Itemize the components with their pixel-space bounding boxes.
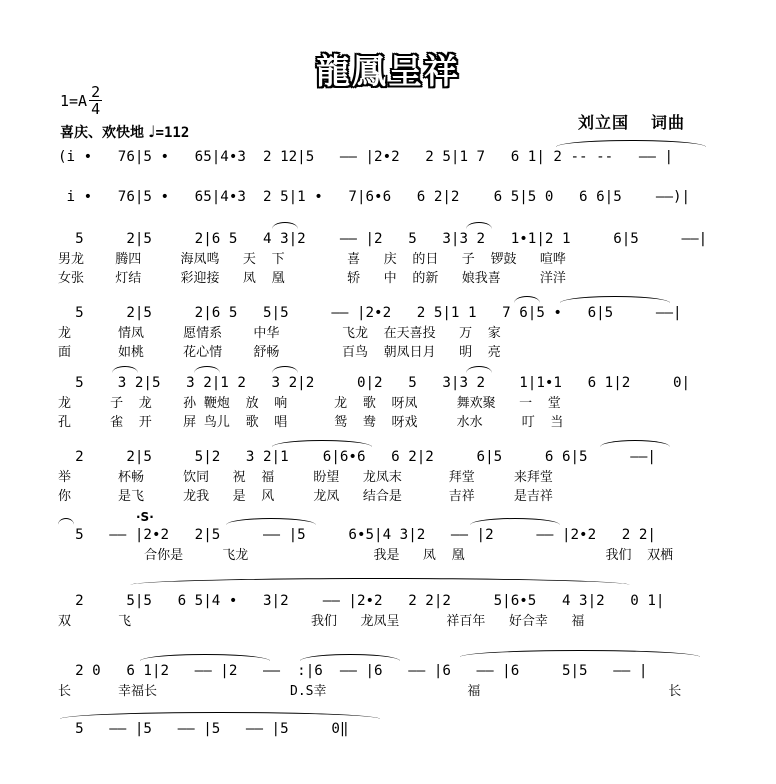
music-line: 5 —— |2•2 2|5 —— |5 6•5|4 3|2 —— |2 —— |2•2 2 2| — [58, 527, 656, 543]
tie-mark — [460, 650, 700, 657]
tie-mark — [226, 518, 316, 525]
time-denominator: 4 — [91, 100, 101, 118]
tempo-marking — [60, 122, 189, 142]
music-line: 5 —— |5 —— |5 —— |5 0‖ — [58, 721, 349, 737]
tempo-bpm: =112 — [155, 125, 190, 141]
music-system-7 — [58, 510, 708, 565]
tie-mark — [272, 366, 298, 373]
tie-mark — [60, 712, 380, 719]
tie-mark — [514, 296, 540, 303]
music-line: 5 2|5 2|6 5 5|5 —— |2•2 2 5|1 1 7 6|5 • 6|5 ——| — [58, 305, 682, 321]
music-system-8 — [58, 590, 708, 631]
lyric-line-1: 龙 子 龙 孙 鞭炮 放 响 龙 歌 呀凤 舞欢聚 一 堂 — [58, 396, 561, 411]
song-title: 龍鳳呈祥 — [316, 52, 460, 92]
music-system-2 — [58, 186, 708, 208]
quarter-note-icon: ♩ — [148, 122, 156, 141]
music-system-9 — [58, 660, 708, 701]
music-line: 2 2|5 5|2 3 2|1 6|6•6 6 2|2 6|5 6 6|5 ——| — [58, 449, 656, 465]
lyric-line-1: 合你是 飞龙 我是 凤 凰 我们 双栖 — [58, 548, 674, 563]
music-system-1 — [58, 146, 708, 168]
author-credit — [578, 110, 685, 133]
tempo-mood: 喜庆、欢快地 — [60, 125, 144, 141]
tie-mark — [466, 366, 492, 373]
tie-mark — [58, 518, 74, 525]
tie-mark — [466, 222, 492, 229]
key-prefix: 1=A — [60, 91, 88, 110]
author-role: 词曲 — [651, 113, 686, 132]
music-line: 2 5|5 6 5|4 • 3|2 —— |2•2 2 2|2 5|6•5 4 3|2 0 1| — [58, 593, 665, 609]
lyric-line-1: 男龙 腾四 海凤鸣 天 下 喜 庆 的日 子 锣鼓 喧哗 — [58, 252, 566, 267]
lyric-line-2: 孔 雀 开 屏 鸟儿 歌 唱 鸳 鸯 呀戏 水水 叮 当 — [58, 415, 564, 430]
music-line: (i • 76|5 • 65|4•3 2 12|5 —— |2•2 2 5|1 7 6 1| 2 -- -- —— | — [58, 149, 673, 165]
tie-mark — [470, 518, 560, 525]
tie-mark — [560, 296, 670, 303]
music-line: 5 2|5 2|6 5 4 3|2 —— |2 5 3|3 2 1•1|2 1 6|5 ——| — [58, 231, 708, 247]
tie-mark — [130, 578, 630, 585]
lyric-line-1: 双 飞 我们 龙凤呈 祥百年 好合幸 福 — [58, 614, 585, 629]
lyric-line-1: 龙 情凤 愿情系 中华 飞龙 在天喜投 万 家 — [58, 326, 501, 341]
lyric-line-2: 你 是飞 龙我 是 风 龙凤 结合是 吉祥 是吉祥 — [58, 489, 553, 504]
tie-mark — [300, 654, 400, 661]
lyric-line-1: 举 杯畅 饮同 祝 福 盼望 龙凤末 拜堂 来拜堂 — [58, 470, 553, 485]
music-system-6 — [58, 446, 708, 506]
lyric-line-1: 长 幸福长 D.S幸 福 长 — [58, 684, 682, 699]
tie-mark — [556, 140, 706, 147]
author-name: 刘立国 — [578, 113, 630, 132]
lyric-line-2: 面 如桃 花心情 舒畅 百鸟 朝凤日月 明 亮 — [58, 345, 501, 360]
lyric-line-2: 女张 灯结 彩迎接 凤 凰 轿 中 的新 娘我喜 洋洋 — [58, 271, 566, 286]
tie-mark — [272, 440, 372, 447]
music-line: i • 76|5 • 65|4•3 2 5|1 • 7|6•6 6 2|2 6 5|5 0 6 6|5 ——)| — [58, 189, 691, 205]
music-system-4 — [58, 302, 708, 362]
key-signature — [60, 84, 102, 117]
time-signature — [89, 84, 102, 117]
segno-sign: ·S· — [136, 510, 154, 524]
music-system-10 — [58, 718, 708, 740]
music-line: 5 3 2|5 3 2|1 2 3 2|2 0|2 5 3|3 2 1|1•1 6 1|2 0| — [58, 375, 691, 391]
time-numerator: 2 — [91, 83, 101, 101]
music-system-5 — [58, 372, 708, 432]
tie-mark — [112, 366, 138, 373]
music-system-3 — [58, 228, 708, 288]
tie-mark — [140, 654, 270, 661]
music-line: 2 0 6 1|2 —— |2 —— :|6 —— |6 —— |6 —— |6 5|5 —— | — [58, 663, 648, 679]
tie-mark — [600, 440, 670, 447]
tie-mark — [272, 222, 298, 229]
tie-mark — [194, 366, 220, 373]
